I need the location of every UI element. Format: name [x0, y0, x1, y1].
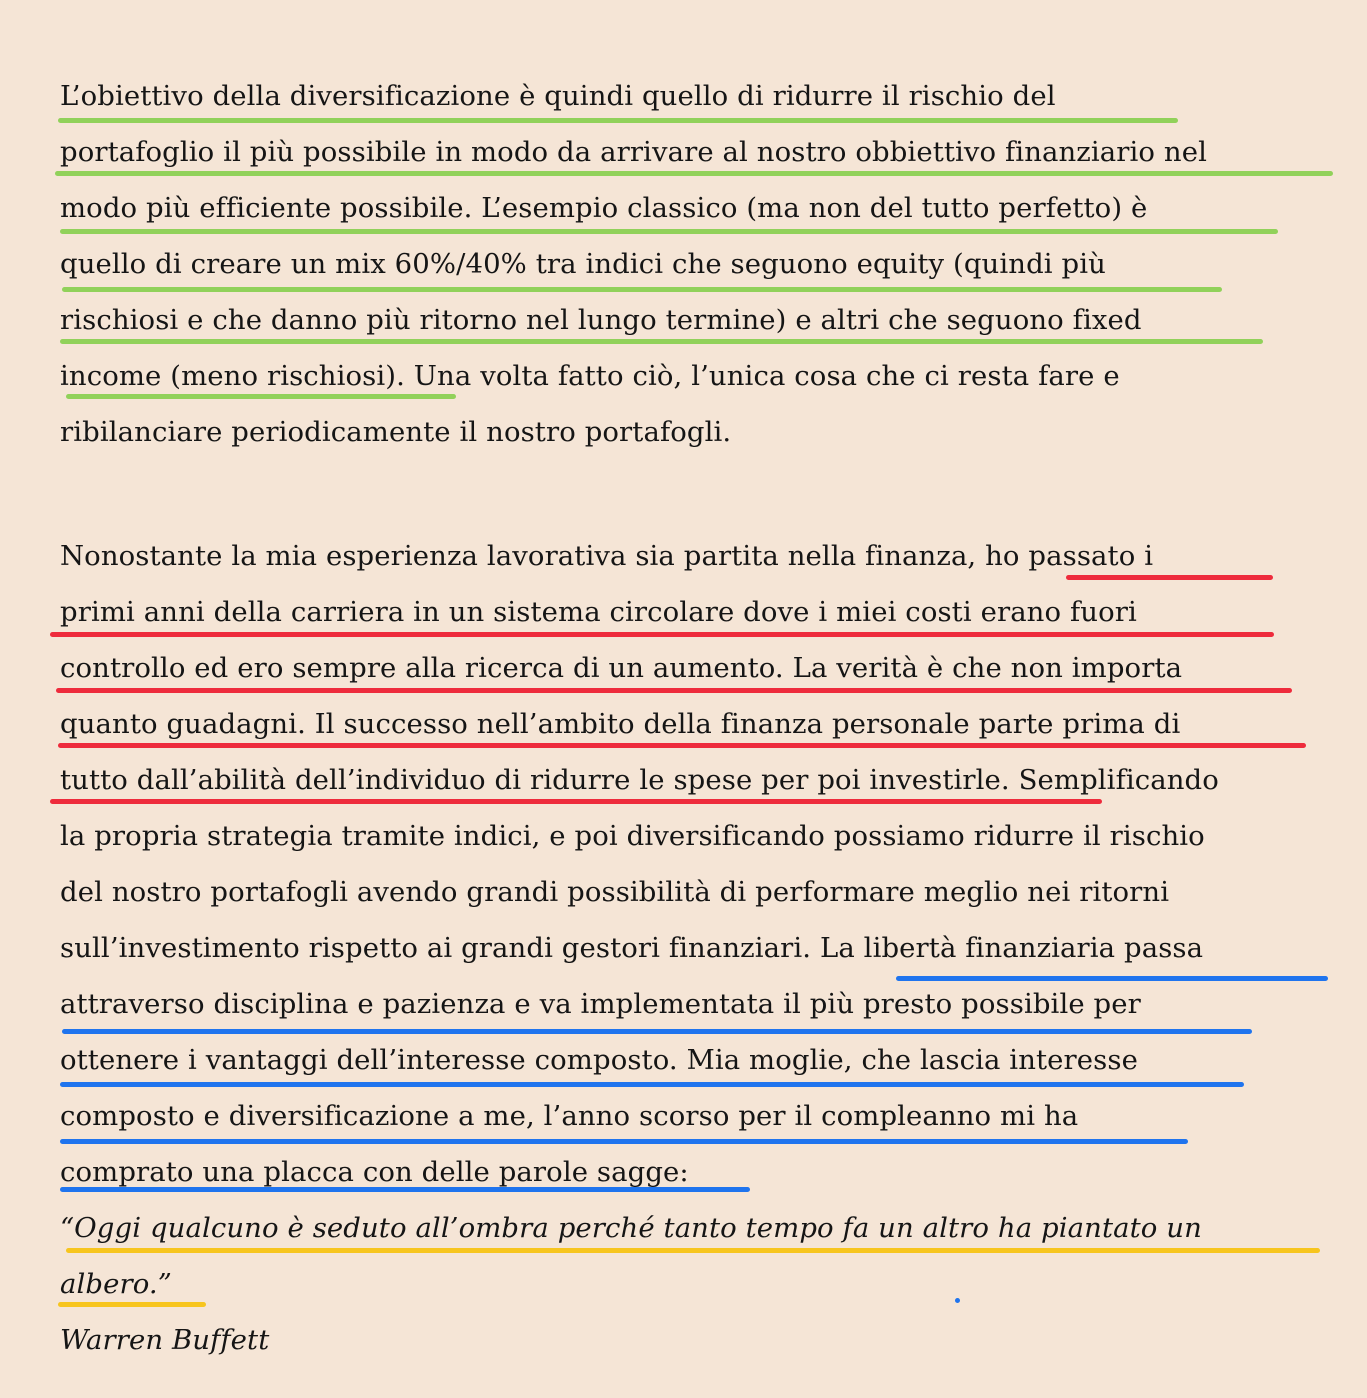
highlight-underline — [60, 1082, 1244, 1087]
text-line: portafoglio il più possibile in modo da arrivare al nostro obbiettivo finanziario nel — [60, 136, 1208, 168]
highlight-underline — [56, 688, 1292, 693]
text-line: comprato una placca con delle parole sagge: — [60, 1156, 689, 1188]
quote-line: “Oggi qualcuno è seduto all’ombra perché tanto tempo fa un altro ha piantato un — [60, 1212, 1202, 1244]
text-line: Nonostante la mia esperienza lavorativa sia partita nella finanza, ho passato i — [60, 540, 1154, 572]
text-line: quello di creare un mix 60%/40% tra indici che seguono equity (quindi più — [60, 248, 1106, 280]
highlight-underline — [60, 339, 1263, 344]
highlight-underline — [55, 171, 1333, 176]
highlight-underline — [66, 394, 456, 399]
text-line: rischiosi e che danno più ritorno nel lungo termine) e altri che seguono fixed — [60, 304, 1142, 336]
text-line: controllo ed ero sempre alla ricerca di un aumento. La verità è che non importa — [60, 652, 1183, 684]
highlight-underline — [60, 229, 1278, 234]
highlight-underline — [50, 799, 1102, 804]
text-line: tutto dall’abilità dell’individuo di ridurre le spese per poi investirle. Semplificando — [60, 764, 1219, 796]
text-line: sull’investimento rispetto ai grandi gestori finanziari. La libertà finanziaria passa — [60, 932, 1204, 964]
highlight-underline — [62, 1029, 1252, 1034]
highlight-underline — [60, 1139, 1188, 1144]
text-line: ottenere i vantaggi dell’interesse composto. Mia moglie, che lascia interesse — [60, 1044, 1138, 1076]
text-line: attraverso disciplina e pazienza e va implementata il più presto possibile per — [60, 988, 1141, 1020]
quote-line: albero.” — [60, 1268, 172, 1300]
quote-author: Warren Buffett — [60, 1324, 270, 1356]
stray-blue-dot — [955, 1298, 960, 1303]
highlight-underline — [62, 287, 1222, 292]
highlight-underline — [66, 1248, 1320, 1253]
text-line: ribilanciare periodicamente il nostro portafogli. — [60, 416, 732, 448]
highlight-underline — [58, 1302, 206, 1307]
highlight-underline — [50, 632, 1274, 637]
highlight-underline — [1066, 575, 1273, 580]
highlight-underline — [58, 743, 1306, 748]
text-line: la propria strategia tramite indici, e poi diversificando possiamo ridurre il rischio — [60, 820, 1205, 852]
text-line: composto e diversificazione a me, l’anno scorso per il compleanno mi ha — [60, 1100, 1079, 1132]
highlight-underline — [58, 118, 1178, 123]
text-line: income (meno rischiosi). Una volta fatto ciò, l’unica cosa che ci resta fare e — [60, 360, 1120, 392]
text-line: modo più efficiente possibile. L’esempio classico (ma non del tutto perfetto) è — [60, 192, 1148, 224]
text-line: primi anni della carriera in un sistema circolare dove i miei costi erano fuori — [60, 596, 1137, 628]
text-line: L’obiettivo della diversificazione è quindi quello di ridurre il rischio del — [60, 80, 1056, 112]
text-line: quanto guadagni. Il successo nell’ambito della finanza personale parte prima di — [60, 708, 1181, 740]
highlight-underline — [896, 976, 1328, 981]
text-line: del nostro portafogli avendo grandi possibilità di performare meglio nei ritorni — [60, 876, 1170, 908]
